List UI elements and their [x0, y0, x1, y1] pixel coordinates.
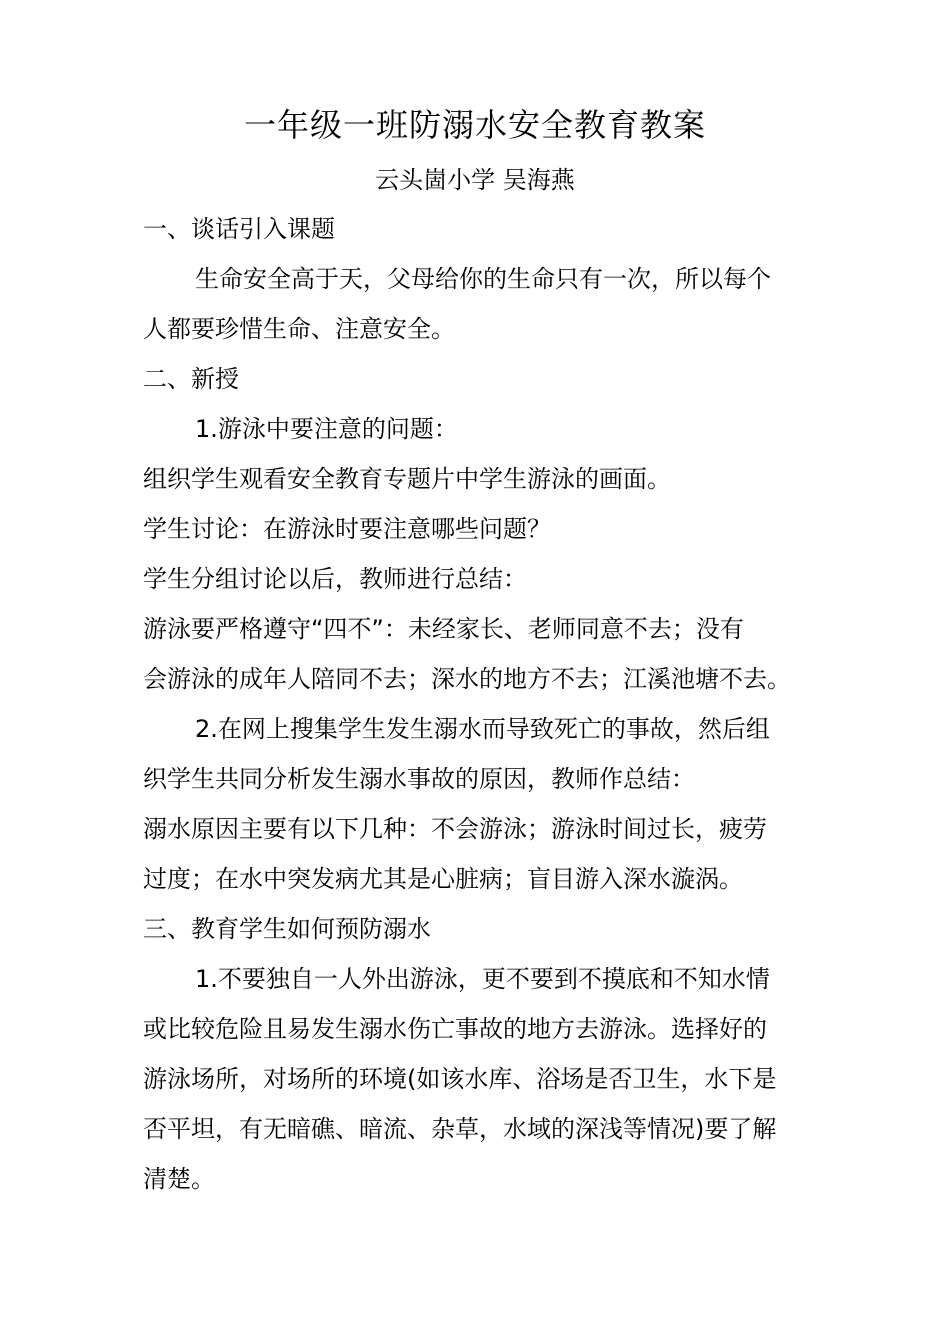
paragraph-line: 否平坦，有无暗礁、暗流、杂草，水域的深浅等情况)要了解 [143, 1115, 777, 1143]
paragraph-line: 组织学生观看安全教育专题片中学生游泳的画面。 [143, 465, 671, 493]
subsection-heading: 2.在网上搜集学生发生溺水而导致死亡的事故，然后组 [195, 715, 770, 743]
subsection-heading: 1.游泳中要注意的问题： [195, 415, 458, 443]
paragraph-line: 1.不要独自一人外出游泳，更不要到不摸底和不知水情 [195, 965, 770, 993]
paragraph-line: 或比较危险且易发生溺水伤亡事故的地方去游泳。选择好的 [143, 1015, 767, 1043]
paragraph-line: 过度；在水中突发病尤其是心脏病；盲目游入深水漩涡。 [143, 865, 743, 893]
author-line: 云头崮小学 吴海燕 [375, 166, 575, 194]
section-heading-1: 一、谈话引入课题 [143, 215, 335, 243]
document-title: 一年级一班防溺水安全教育教案 [243, 106, 706, 144]
paragraph-line: 游泳场所，对场所的环境(如该水库、浴场是否卫生，水下是 [143, 1065, 777, 1093]
paragraph-line: 学生分组讨论以后，教师进行总结： [143, 565, 527, 593]
paragraph-line: 溺水原因主要有以下几种：不会游泳；游泳时间过长，疲劳 [143, 815, 767, 843]
section-heading-3: 三、教育学生如何预防溺水 [143, 915, 431, 943]
paragraph-line: 清楚。 [143, 1165, 215, 1193]
paragraph-line: 游泳要严格遵守“四不”：未经家长、老师同意不去；没有 [143, 615, 744, 643]
paragraph-line: 会游泳的成年人陪同不去；深水的地方不去；江溪池塘不去。 [143, 665, 791, 693]
paragraph-line: 人都要珍惜生命、注意安全。 [143, 315, 455, 343]
section-heading-2: 二、新授 [143, 365, 239, 393]
paragraph-line: 织学生共同分析发生溺水事故的原因，教师作总结： [143, 765, 695, 793]
paragraph-line: 生命安全高于天，父母给你的生命只有一次，所以每个 [195, 265, 771, 293]
paragraph-line: 学生讨论：在游泳时要注意哪些问题？ [143, 515, 551, 543]
